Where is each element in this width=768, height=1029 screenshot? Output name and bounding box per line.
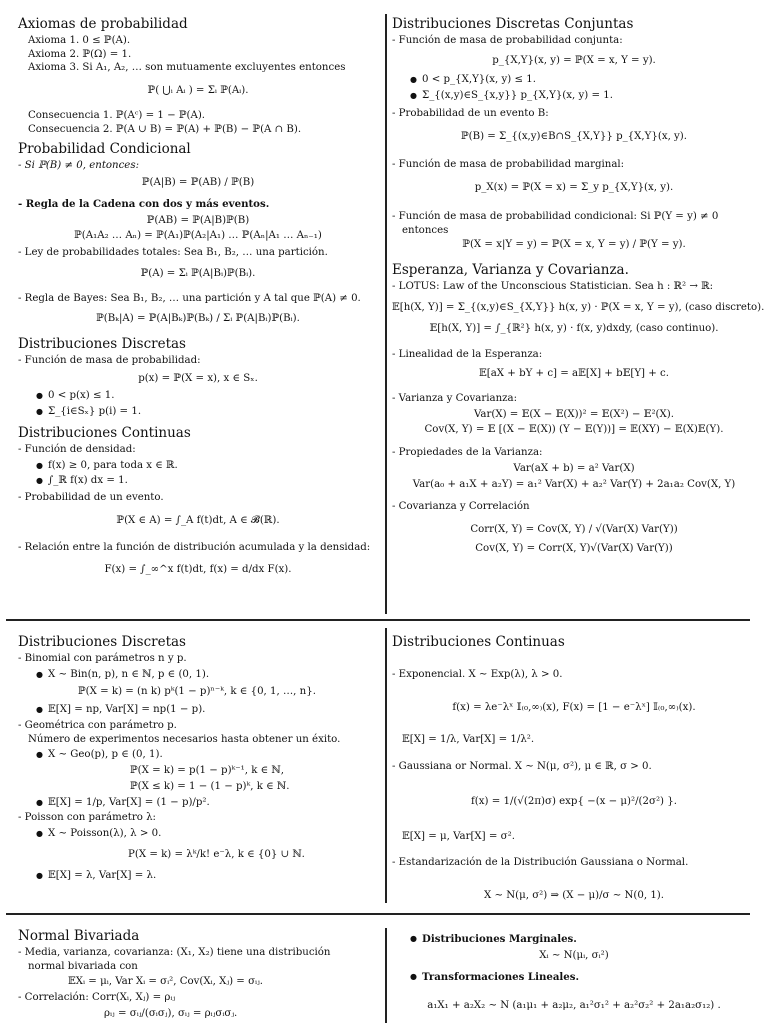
covarianza-equation: Cov(X, Y) = 𝔼 [(X − 𝔼(X)) (Y − 𝔼(Y))] = 𝔼(XY) − 𝔼(X)𝔼(Y). xyxy=(424,424,724,436)
densidad-bullet-1: ● f(x) ≥ 0, para toda x ∈ ℝ. xyxy=(18,460,378,473)
marginal-heading: - Función de masa de probabilidad marginal: xyxy=(392,159,625,171)
cadena-equation-1: ℙ(AB) = ℙ(A|B)ℙ(B) xyxy=(146,214,250,226)
varianza-equation: Var(X) = 𝔼(X − 𝔼(X))² = 𝔼(X²) − 𝔼²(X). xyxy=(474,408,674,420)
top-left-column xyxy=(18,16,378,587)
masa-equation: p(x) = ℙ(X = x), x ∈ Sₓ. xyxy=(138,372,258,384)
middle-left-column xyxy=(18,634,378,885)
middle-right-column xyxy=(392,634,756,923)
prop-var-equation-2: Var(a₀ + a₁X + a₂Y) = a₁² Var(X) + a₂² Var(Y) + 2a₁a₂ Cov(X, Y) xyxy=(412,478,736,490)
discretas-title: Distribuciones Discretas xyxy=(18,336,186,352)
conjuntas-title: Distribuciones Discretas Conjuntas xyxy=(392,16,634,32)
geometrica-desc: Número de experimentos necesarios hasta obtener un éxito. xyxy=(28,733,341,745)
cadena-heading: - Regla de la Cadena con dos y más eventos. xyxy=(18,197,270,210)
masa-bullet-1: ● 0 < p(x) ≤ 1. xyxy=(18,390,378,403)
cov-corr-heading: - Covarianza y Correlación xyxy=(392,501,530,513)
linealidad-heading: - Linealidad de la Esperanza: xyxy=(392,349,543,361)
marginal-equation: p_X(x) = ℙ(X = x) = Σ_y p_{X,Y}(x, y). xyxy=(474,182,674,194)
continuas-title: Distribuciones Continuas xyxy=(18,424,191,441)
axiomas-title: Axiomas de probabilidad xyxy=(18,16,188,32)
masa-conjunta-bullet-1: ● 0 < p_{X,Y}(x, y) ≤ 1. xyxy=(392,74,756,87)
condicional-masa-equation: ℙ(X = x|Y = y) = ℙ(X = x, Y = y) / ℙ(Y = y). xyxy=(462,239,686,251)
totales-equation: ℙ(A) = Σᵢ ℙ(A|Bᵢ)ℙ(Bᵢ). xyxy=(140,267,256,279)
bottom-right-column xyxy=(392,930,756,1029)
correlacion-equation: Corr(X, Y) = Cov(X, Y) / √(Var(X) Var(Y)) xyxy=(470,524,678,535)
bivariada-heading-2: normal bivariada con xyxy=(28,960,138,972)
poisson-bullet-1: ● X ∼ Poisson(λ), λ > 0. xyxy=(18,828,378,841)
esperanza-title: Esperanza, Varianza y Covarianza. xyxy=(392,262,629,279)
correlacion-equation-2: ρᵢⱼ = σᵢⱼ/(σᵢσⱼ), σᵢⱼ = ρᵢⱼσᵢσⱼ. xyxy=(104,1007,238,1019)
totales-heading: - Ley de probabilidades totales: Sea B₁, B₂, … una partición. xyxy=(18,247,328,258)
continuas-2-title: Distribuciones Continuas xyxy=(392,634,565,650)
condicional-masa-heading: - Función de masa de probabilidad condicional: Si ℙ(Y = y) ≠ 0 xyxy=(392,210,719,222)
masa-bullet-2: ● Σ_{i∈Sₓ} p(i) = 1. xyxy=(18,406,378,419)
geometrica-bullet-1: ● X ∼ Geo(p), p ∈ (0, 1). xyxy=(18,749,378,762)
transformaciones-equation: a₁X₁ + a₂X₂ ∼ N (a₁μ₁ + a₂μ₂, a₁²σ₁² + a₂²σ₂² + 2a₁a₂σ₁₂) . xyxy=(427,1000,721,1012)
lotus-equation-1: 𝔼[h(X, Y)] = Σ_{(x,y)∈S_{X,Y}} h(x, y) · ℙ(X = x, Y = y), (caso discreto). xyxy=(392,301,765,313)
densidad-heading: - Función de densidad: xyxy=(18,443,136,455)
column-divider-bottom xyxy=(385,928,387,1023)
bottom-left-column xyxy=(18,928,378,1024)
poisson-heading: - Poisson con parámetro λ: xyxy=(18,812,156,824)
bivariada-title: Normal Bivariada xyxy=(18,928,140,944)
masa-conjunta-equation: p_{X,Y}(x, y) = ℙ(X = x, Y = y). xyxy=(492,54,656,66)
axioma-3: Axioma 3. Si A₁, A₂, … son mutuamente excluyentes entonces xyxy=(28,62,346,74)
poisson-bullet-2: ● 𝔼[X] = λ, Var[X] = λ. xyxy=(18,870,378,883)
marginales-equation: Xᵢ ∼ N(μᵢ, σᵢ²) xyxy=(539,949,609,961)
relacion-equation: F(x) = ∫_∞^x f(t)dt, f(x) = d/dx F(x). xyxy=(104,564,292,576)
condicional-masa-entonces: entonces xyxy=(402,224,449,236)
binomial-heading: - Binomial con parámetros n y p. xyxy=(18,652,187,664)
condicional-equation: ℙ(A|B) = ℙ(AB) / ℙ(B) xyxy=(141,177,255,188)
bivariada-equation: 𝔼Xᵢ = μᵢ, Var Xᵢ = σᵢ², Cov(Xᵢ, Xⱼ) = σᵢⱼ. xyxy=(68,976,264,988)
marginales-heading: ● Distribuciones Marginales. xyxy=(392,933,756,947)
estandarizacion-equation: X ∼ N(μ, σ²) ⇒ (X − μ)/σ ∼ N(0, 1). xyxy=(483,890,665,902)
discretas-2-title: Distribuciones Discretas xyxy=(18,634,186,650)
section-divider-1 xyxy=(6,619,750,621)
gaussiana-heading: - Gaussiana or Normal. X ∼ N(μ, σ²), μ ∈ ℝ, σ > 0. xyxy=(392,761,652,773)
column-divider-top xyxy=(385,14,387,614)
binomial-bullet-2: ● 𝔼[X] = np, Var[X] = np(1 − p). xyxy=(18,704,378,717)
var-cov-heading: - Varianza y Covarianza: xyxy=(392,392,518,404)
axioma-3-equation: ℙ( ⋃ᵢ Aᵢ ) = Σᵢ ℙ(Aᵢ). xyxy=(147,85,249,97)
prob-evento-equation: ℙ(X ∈ A) = ∫_A f(t)dt, A ∈ 𝓑(ℝ). xyxy=(116,514,280,526)
column-divider-middle xyxy=(385,628,387,903)
prob-B-heading: - Probabilidad de un evento B: xyxy=(392,107,549,119)
gaussiana-esperanza: 𝔼[X] = μ, Var[X] = σ². xyxy=(402,830,515,842)
exponencial-esperanza: 𝔼[X] = 1/λ, Var[X] = 1/λ². xyxy=(402,734,535,746)
estandarizacion-heading: - Estandarización de la Distribución Gaussiana o Normal. xyxy=(392,857,689,869)
cadena-equation-2: ℙ(A₁A₂ … Aₙ) = ℙ(A₁)ℙ(A₂|A₁) … ℙ(Aₙ|A₁ … Aₙ₋₁) xyxy=(74,230,322,242)
condicional-title: Probabilidad Condicional xyxy=(18,141,191,158)
bivariada-heading: - Media, varianza, covarianza: (X₁, X₂) tiene una distribución xyxy=(18,946,331,958)
axioma-1: Axioma 1. 0 ≤ ℙ(A). xyxy=(28,34,131,46)
exponencial-heading: - Exponencial. X ∼ Exp(λ), λ > 0. xyxy=(392,668,563,680)
linealidad-equation: 𝔼[aX + bY + c] = a𝔼[X] + b𝔼[Y] + c. xyxy=(478,368,669,379)
prop-var-equation-1: Var(aX + b) = a² Var(X) xyxy=(513,462,635,474)
poisson-equation: P(X = k) = λᵏ/k! e⁻λ, k ∈ {0} ∪ ℕ. xyxy=(128,848,305,860)
prob-B-equation: ℙ(B) = Σ_{(x,y)∈B∩S_{X,Y}} p_{X,Y}(x, y). xyxy=(460,130,688,142)
masa-conjunta-heading: - Función de masa de probabilidad conjunta: xyxy=(392,34,623,46)
cov-corr-equation: Cov(X, Y) = Corr(X, Y)√(Var(X) Var(Y)) xyxy=(475,542,673,554)
binomial-equation: ℙ(X = k) = (n k) pᵏ(1 − p)ⁿ⁻ᵏ, k ∈ {0, 1, …, n}. xyxy=(78,686,316,698)
geometrica-equation-2: ℙ(X ≤ k) = 1 − (1 − p)ᵏ, k ∈ ℕ. xyxy=(130,780,290,792)
densidad-bullet-2: ● ∫_ℝ f(x) dx = 1. xyxy=(18,475,378,488)
top-right-column xyxy=(392,16,765,559)
consecuencia-2: Consecuencia 2. ℙ(A ∪ B) = ℙ(A) + ℙ(B) − ℙ(A ∩ B). xyxy=(28,123,302,135)
lotus-equation-2: 𝔼[h(X, Y)] = ∫_{ℝ²} h(x, y) · f(x, y)dxdy, (caso continuo). xyxy=(429,322,719,334)
exponencial-equation: f(x) = λe⁻λˣ 𝕀₍₀,∞₎(x), F(x) = [1 − e⁻λˣ] 𝕀₍₀,∞₎(x). xyxy=(452,701,696,713)
axioma-2: Axioma 2. ℙ(Ω) = 1. xyxy=(28,48,132,60)
prob-evento-heading: - Probabilidad de un evento. xyxy=(18,492,164,503)
geometrica-equation-1: ℙ(X = k) = p(1 − p)ᵏ⁻¹, k ∈ ℕ, xyxy=(130,765,284,777)
masa-heading: - Función de masa de probabilidad: xyxy=(18,354,201,366)
condicional-if: - Si ℙ(B) ≠ 0, entonces: xyxy=(18,160,139,172)
bayes-equation: ℙ(Bₖ|A) = ℙ(A|Bₖ)ℙ(Bₖ) / Σᵢ ℙ(A|Bᵢ)ℙ(Bᵢ). xyxy=(96,313,300,325)
geometrica-bullet-2: ● 𝔼[X] = 1/p, Var[X] = (1 − p)/p². xyxy=(18,797,378,810)
binomial-bullet-1: ● X ∼ Bin(n, p), n ∈ ℕ, p ∈ (0, 1). xyxy=(18,669,378,682)
consecuencia-1: Consecuencia 1. ℙ(Aᶜ) = 1 − ℙ(A). xyxy=(28,109,206,121)
geometrica-heading: - Geométrica con parámetro p. xyxy=(18,719,177,731)
prop-var-heading: - Propiedades de la Varianza: xyxy=(392,447,543,458)
lotus-heading: - LOTUS: Law of the Unconscious Statistician. Sea h : ℝ² → ℝ: xyxy=(392,281,713,292)
correlacion-heading: - Correlación: Corr(Xᵢ, Xⱼ) = ρᵢⱼ xyxy=(18,992,176,1004)
transformaciones-heading: ● Transformaciones Lineales. xyxy=(392,971,756,985)
gaussiana-equation: f(x) = 1/(√(2π)σ) exp{ −(x − μ)²/(2σ²) }. xyxy=(471,795,677,807)
masa-conjunta-bullet-2: ● Σ_{(x,y)∈S_{x,y}} p_{X,Y}(x, y) = 1. xyxy=(392,90,756,103)
bayes-heading: - Regla de Bayes: Sea B₁, B₂, … una partición y A tal que ℙ(A) ≠ 0. xyxy=(18,292,361,304)
relacion-heading: - Relación entre la función de distribución acumulada y la densidad: xyxy=(18,541,371,553)
